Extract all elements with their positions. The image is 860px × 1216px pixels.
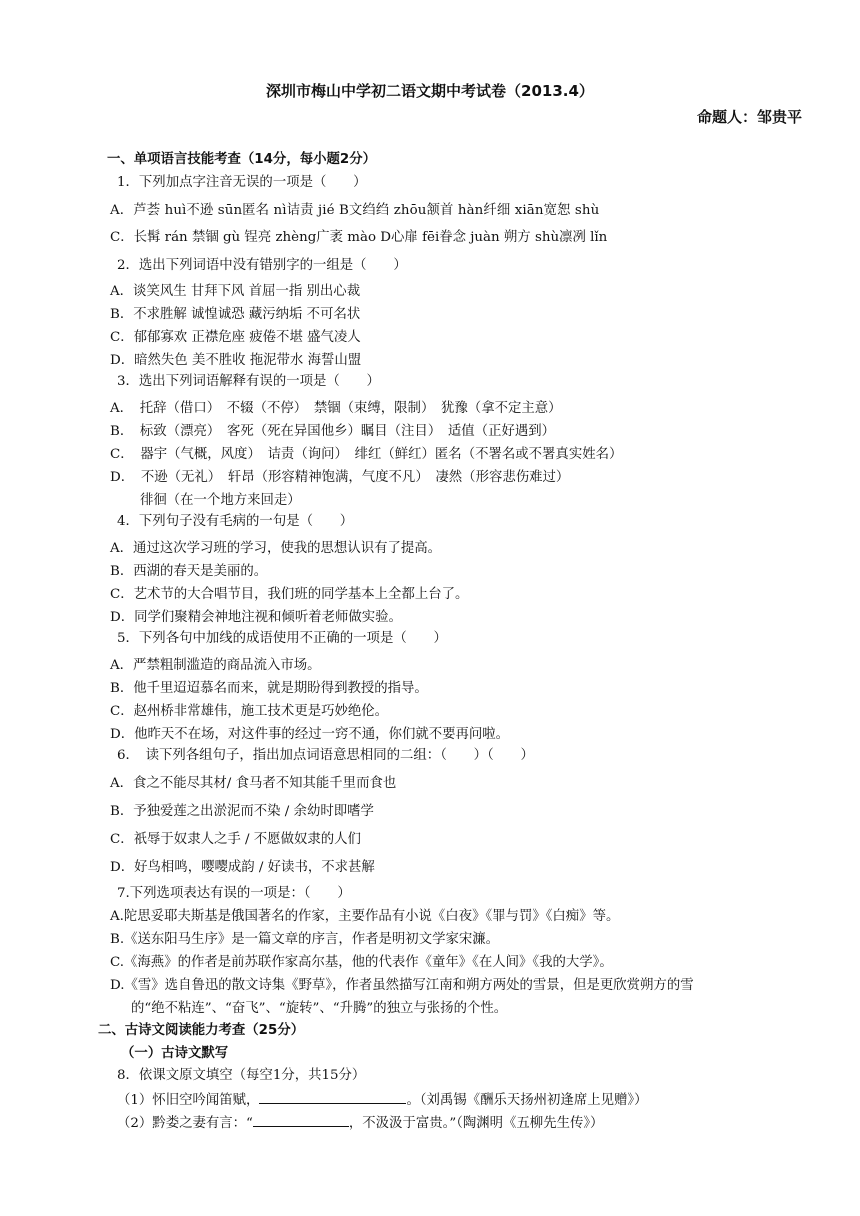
q8-item-2-start: （2）黔娄之妻有言：“ xyxy=(117,1116,253,1131)
question-4: 4．下列句子没有毛病的一句是（ ） xyxy=(117,514,354,529)
q8-item-1-end: 。（刘禹锡《酬乐天扬州初逢席上见赠》） xyxy=(406,1093,648,1108)
q4-option-c: C．艺术节的大合唱节目，我们班的同学基本上全都上台了。 xyxy=(110,587,469,602)
q6-option-d: D．好鸟相鸣，嘤嘤成韵 / 好读书，不求甚解 xyxy=(110,860,375,875)
q3-option-b: B． 标致（漂亮） 客死（死在异国他乡）瞩目（注目） 适值（正好遇到） xyxy=(110,424,556,439)
exam-title: 深圳市梅山中学初二语文期中考试卷（2013.4） xyxy=(266,82,594,100)
q3-option-d: D． 不逊（无礼） 轩昂（形容精神饱满，气度不凡） 凄然（形容悲伤难过） xyxy=(110,470,570,485)
answer-blank-1[interactable] xyxy=(259,1089,406,1104)
question-3: 3．选出下列词语解释有误的一项是（ ） xyxy=(117,374,380,389)
q1-options-cd: C．长髯 rán 禁锢 gù 锃亮 zhèng广袤 mào D心扉 fēi眷念 juàn 朔方 shù凛冽 lǐn xyxy=(110,230,608,245)
q4-option-a: A．通过这次学习班的学习，使我的思想认识有了提高。 xyxy=(110,541,442,556)
q7-option-c: C.《海燕》的作者是前苏联作家高尔基，他的代表作《童年》《在人间》《我的大学》。 xyxy=(110,955,613,970)
q2-option-c: C．郁郁寡欢 正襟危座 疲倦不堪 盛气凌人 xyxy=(110,330,361,345)
q5-option-c: C．赵州桥非常雄伟，施工技术更是巧妙绝伦。 xyxy=(110,704,389,719)
q7-option-a: A.陀思妥耶夫斯基是俄国著名的作家，主要作品有小说《白夜》《罪与罚》《白痴》等。 xyxy=(110,909,620,924)
question-7: 7.下列选项表达有误的一项是：（ ） xyxy=(117,886,351,901)
q8-item-2-end: ，不汲汲于富贵。”（陶渊明《五柳先生传》） xyxy=(348,1116,604,1131)
q8-item-1-start: （1）怀旧空吟闻笛赋， xyxy=(117,1093,260,1108)
q5-option-b: B．他千里迢迢慕名而来，就是期盼得到教授的指导。 xyxy=(110,681,428,696)
question-1: 1．下列加点字注音无误的一项是（ ） xyxy=(117,175,367,190)
q4-option-b: B．西湖的春天是美丽的。 xyxy=(110,564,268,579)
q6-option-a: A．食之不能尽其材/ 食马者不知其能千里而食也 xyxy=(110,776,397,791)
subsection-heading: （一）古诗文默写 xyxy=(121,1046,229,1061)
q2-option-d: D．暗然失色 美不胜收 拖泥带水 海誓山盟 xyxy=(110,353,362,368)
section-2-heading: 二、古诗文阅读能力考查（25分） xyxy=(98,1023,305,1038)
question-5: 5．下列各句中加线的成语使用不正确的一项是（ ） xyxy=(117,631,447,646)
q7-option-b: B.《送东阳马生序》是一篇文章的序言，作者是明初文学家宋濂。 xyxy=(110,932,500,947)
q8-item-1 xyxy=(117,1089,647,1111)
q5-option-a: A．严禁粗制滥造的商品流入市场。 xyxy=(110,658,321,673)
question-8: 8．依课文原文填空（每空1分，共15分） xyxy=(117,1068,366,1083)
author-line: 命题人：邹贵平 xyxy=(696,108,802,126)
q5-option-d: D．他昨天不在场，对这件事的经过一窍不通，你们就不要再问啦。 xyxy=(110,727,510,742)
q3-option-a: A． 托辞（借口） 不辍（不停） 禁锢（束缚，限制） 犹豫（拿不定主意） xyxy=(110,401,562,416)
q4-option-d: D．同学们聚精会神地注视和倾听着老师做实验。 xyxy=(110,610,402,625)
q2-option-a: A．谈笑风生 甘拜下风 首屈一指 别出心裁 xyxy=(110,284,361,299)
q6-option-c: C．祇辱于奴隶人之手 / 不愿做奴隶的人们 xyxy=(110,832,361,847)
section-1-heading: 一、单项语言技能考查（14分，每小题2分） xyxy=(107,152,376,167)
q6-option-b: B．予独爱莲之出淤泥而不染 / 余幼时即嗜学 xyxy=(110,804,374,819)
q3-option-c: C． 器宇（气概，风度） 诘责（询问） 绯红（鲜红）匿名（不署名或不署真实姓名） xyxy=(110,447,623,462)
q1-options-ab: A．芦荟 huì不逊 sūn匿名 nì诘责 jié B文绉绉 zhōu颔首 hàn纤细 xiān宽恕 shù xyxy=(110,203,600,218)
q7-option-d-cont: 的“绝不粘连”、“奋飞”、“旋转”、“升腾”的独立与张扬的个性。 xyxy=(131,1001,508,1016)
q8-item-2 xyxy=(117,1112,603,1134)
q7-option-d: D.《雪》选自鲁迅的散文诗集《野草》，作者虽然描写江南和朔方两处的雪景，但是更欣赏朔方的雪 xyxy=(110,978,694,993)
q3-option-d-cont: 徘徊（在一个地方来回走） xyxy=(140,493,301,508)
question-2: 2．选出下列词语中没有错别字的一组是（ ） xyxy=(117,258,407,273)
q2-option-b: B．不求胜解 诚惶诚恐 藏污纳垢 不可名状 xyxy=(110,307,361,322)
question-6: 6． 读下列各组句子，指出加点词语意思相同的二组：（ ）（ ） xyxy=(117,748,534,763)
answer-blank-2[interactable] xyxy=(253,1112,349,1127)
